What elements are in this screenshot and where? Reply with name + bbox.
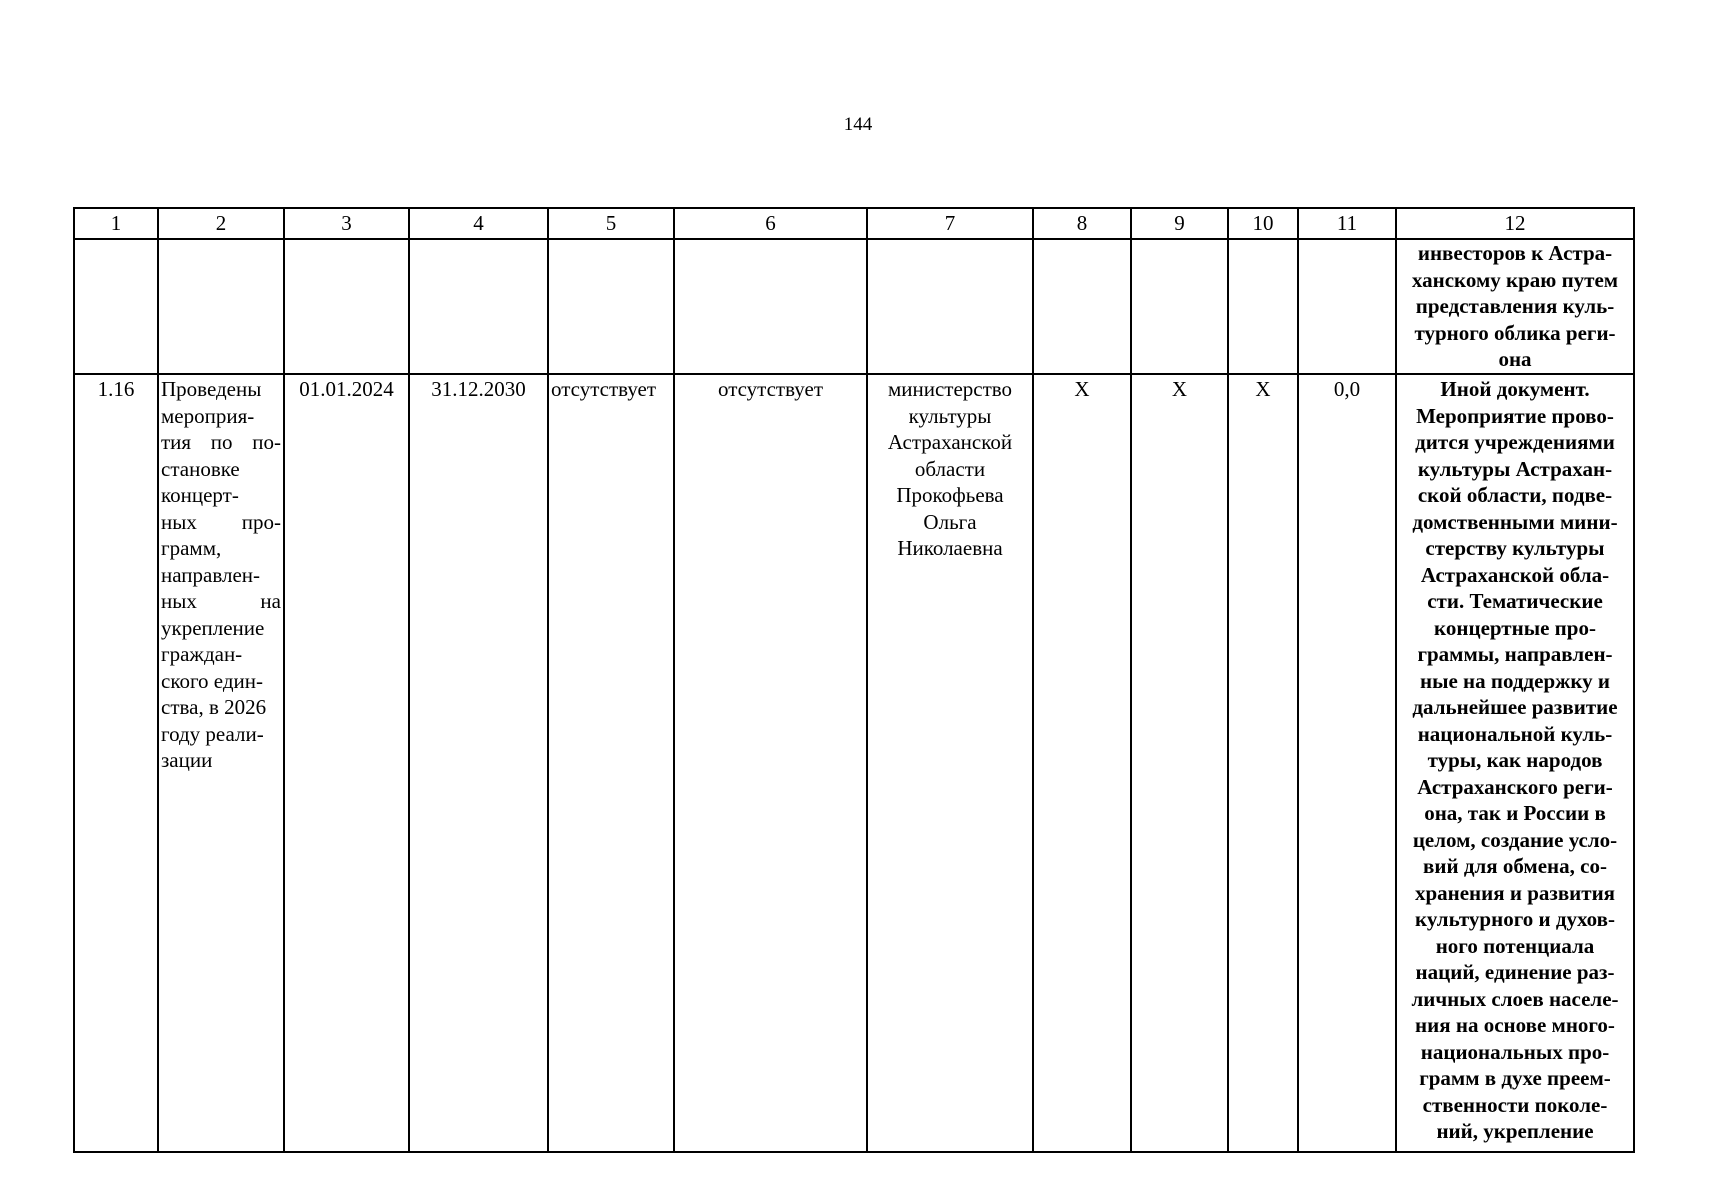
- empty-cell: [409, 239, 548, 374]
- responsible-line: Ольга: [923, 509, 977, 534]
- note-line: культуры Астрахан-: [1417, 456, 1613, 481]
- note-line: ные на поддержку и: [1419, 668, 1611, 693]
- description-line: году реали-: [161, 721, 264, 746]
- note-line: стерству культуры: [1425, 536, 1605, 560]
- col6-cell: отсутствует: [674, 374, 867, 1152]
- header-cell-12: 12: [1396, 208, 1634, 239]
- description-line: зации: [161, 748, 213, 772]
- description-line: концерт-: [161, 483, 239, 507]
- header-cell-2: 2: [158, 208, 284, 239]
- responsible-line: Астраханской: [887, 430, 1013, 454]
- col11-cell: 0,0: [1298, 374, 1396, 1152]
- header-cell-10: 10: [1228, 208, 1298, 239]
- description-line: становке: [161, 456, 240, 481]
- end-date-cell: 31.12.2030: [409, 374, 548, 1152]
- description-line: укрепление: [161, 615, 265, 640]
- responsible-line: культуры: [908, 403, 992, 428]
- note-line: граммы, направлен-: [1417, 642, 1613, 666]
- note-line: концертные про-: [1434, 615, 1596, 640]
- header-cell-11: 11: [1298, 208, 1396, 239]
- measures-table: [73, 207, 1635, 1153]
- table-row-1-16: [74, 374, 1634, 1152]
- header-cell-5: 5: [548, 208, 674, 239]
- note-line: турного облика реги-: [1414, 320, 1616, 345]
- header-cell-6: 6: [674, 208, 867, 239]
- empty-cell: [74, 239, 158, 374]
- responsible-line: области: [914, 456, 986, 481]
- empty-cell: [1228, 239, 1298, 374]
- note-line: ного потенциала: [1435, 933, 1595, 958]
- note-line: туры, как народов: [1427, 748, 1603, 772]
- empty-cell: [158, 239, 284, 374]
- note-line: она: [1498, 347, 1532, 371]
- continuation-note-cell: [1396, 239, 1634, 374]
- note-line: Астраханской обла-: [1420, 562, 1610, 587]
- empty-cell: [1131, 239, 1228, 374]
- col8-cell: X: [1033, 374, 1131, 1152]
- description-line: ных про-: [161, 509, 281, 534]
- note-line: грамм в духе преем-: [1419, 1066, 1611, 1090]
- note-line: ханскому краю путем: [1411, 267, 1619, 292]
- note-line: хранения и развития: [1414, 880, 1616, 905]
- col5-cell: отсутствует: [548, 374, 674, 1152]
- responsible-line: министерство: [887, 377, 1013, 401]
- note-line: ской области, подве-: [1417, 483, 1613, 507]
- description-line: направлен-: [161, 562, 261, 587]
- note-line: дальнейшее развитие: [1412, 695, 1618, 719]
- empty-cell: [284, 239, 409, 374]
- note-line: дится учреждениями: [1415, 430, 1615, 454]
- header-cell-9: 9: [1131, 208, 1228, 239]
- col10-cell: X: [1228, 374, 1298, 1152]
- header-cell-4: 4: [409, 208, 548, 239]
- note-line: сти. Тематические: [1427, 589, 1603, 613]
- note-line: ния на основе много-: [1415, 1013, 1615, 1037]
- empty-cell: [1033, 239, 1131, 374]
- note-line: национальных про-: [1420, 1039, 1610, 1064]
- description-line: Проведены: [161, 377, 262, 401]
- note-line: Астраханского реги-: [1417, 774, 1613, 799]
- responsible-line: Николаевна: [897, 536, 1003, 560]
- note-line: наций, единение раз-: [1415, 960, 1615, 984]
- note-line: представления куль-: [1415, 294, 1615, 318]
- description-line: ства, в 2026: [161, 695, 267, 719]
- empty-cell: [1298, 239, 1396, 374]
- header-row: [74, 208, 1634, 239]
- description-line: мероприя-: [161, 403, 255, 428]
- header-cell-8: 8: [1033, 208, 1131, 239]
- page-number: 144: [843, 114, 873, 135]
- note-line: целом, создание усло-: [1412, 827, 1618, 852]
- col9-cell: X: [1131, 374, 1228, 1152]
- note-line: ний, укрепление: [1436, 1119, 1594, 1143]
- empty-cell: [548, 239, 674, 374]
- responsible-cell: [867, 374, 1033, 1152]
- empty-cell: [867, 239, 1033, 374]
- note-line: вий для обмена, со-: [1423, 854, 1607, 878]
- description-line: грамм,: [161, 536, 222, 560]
- description-line: тия по по-: [161, 430, 281, 454]
- description-line: ных на: [161, 589, 281, 613]
- table-row-continuation: [74, 239, 1634, 374]
- responsible-line: Прокофьева: [896, 483, 1004, 507]
- description-cell: [158, 374, 284, 1152]
- note-line: ственности поколе-: [1422, 1092, 1608, 1117]
- description-line: ского един-: [161, 668, 263, 693]
- header-cell-7: 7: [867, 208, 1033, 239]
- note-line: Мероприятие прово-: [1416, 403, 1614, 428]
- note-line: личных слоев населе-: [1411, 986, 1619, 1011]
- note-line: национальной куль-: [1417, 721, 1613, 746]
- note-line: домственными мини-: [1412, 509, 1618, 534]
- start-date-cell: 01.01.2024: [284, 374, 409, 1152]
- header-cell-3: 3: [284, 208, 409, 239]
- note-cell: [1396, 374, 1634, 1152]
- empty-cell: [674, 239, 867, 374]
- note-line: она, так и России в: [1424, 801, 1606, 825]
- note-line: Иной документ.: [1440, 377, 1590, 401]
- description-line: граждан-: [161, 642, 243, 666]
- row-number-cell: 1.16: [74, 374, 158, 1152]
- note-line: инвесторов к Астра-: [1417, 241, 1613, 265]
- header-cell-1: 1: [74, 208, 158, 239]
- note-line: культурного и духов-: [1415, 907, 1615, 931]
